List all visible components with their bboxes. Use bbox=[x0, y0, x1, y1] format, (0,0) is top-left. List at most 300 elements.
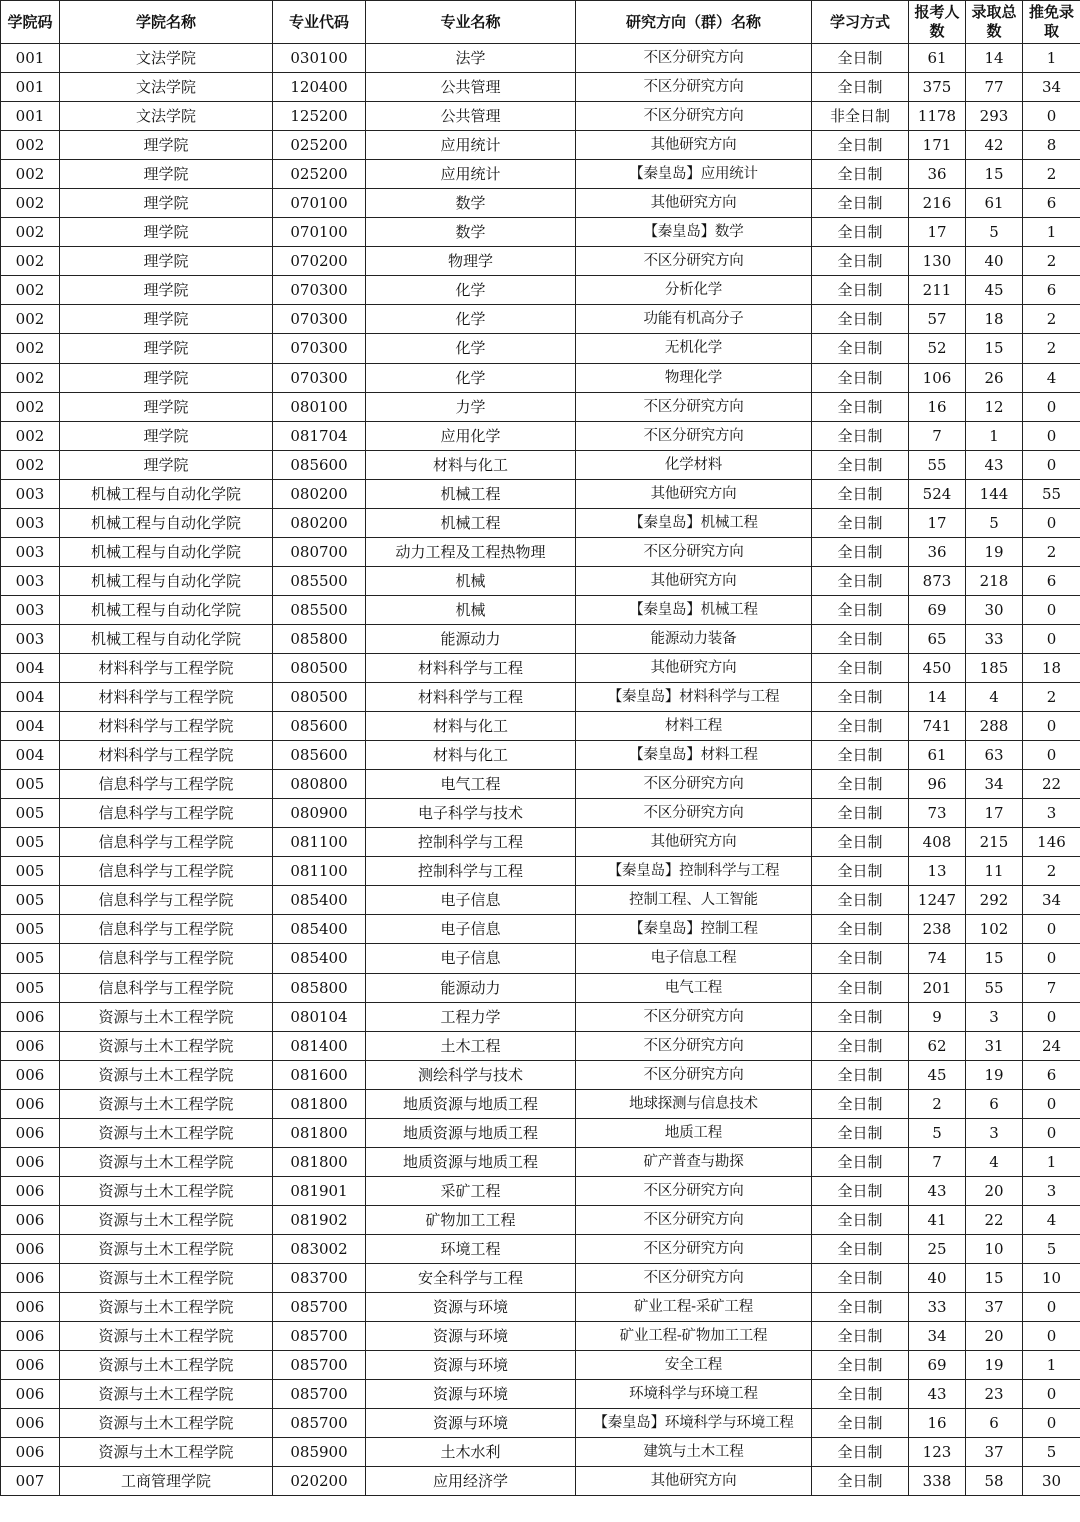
major-code-cell: 085600 bbox=[273, 450, 366, 479]
major-name-cell: 电子信息 bbox=[366, 944, 576, 973]
college-name-cell: 理学院 bbox=[60, 305, 273, 334]
table-row bbox=[1, 450, 1080, 479]
applicants-cell: 96 bbox=[909, 770, 966, 799]
admitted-total-cell: 19 bbox=[966, 1060, 1023, 1089]
admitted-total-cell: 6 bbox=[966, 1089, 1023, 1118]
table-row bbox=[1, 392, 1080, 421]
applicants-cell: 36 bbox=[909, 160, 966, 189]
major-code-cell: 085900 bbox=[273, 1438, 366, 1467]
college-name-cell: 信息科学与工程学院 bbox=[60, 973, 273, 1002]
study-mode-cell: 全日制 bbox=[812, 44, 909, 73]
major-name-cell: 机械 bbox=[366, 566, 576, 595]
college-name-cell: 理学院 bbox=[60, 189, 273, 218]
table-row bbox=[1, 1293, 1080, 1322]
direction-cell: 其他研究方向 bbox=[576, 566, 812, 595]
college-code-cell: 006 bbox=[1, 1293, 60, 1322]
recommended-cell: 146 bbox=[1023, 828, 1080, 857]
major-name-cell: 材料科学与工程 bbox=[366, 653, 576, 682]
applicants-cell: 34 bbox=[909, 1322, 966, 1351]
recommended-cell: 2 bbox=[1023, 334, 1080, 363]
college-name-cell: 材料科学与工程学院 bbox=[60, 683, 273, 712]
college-code-cell: 006 bbox=[1, 1118, 60, 1147]
major-code-cell: 080200 bbox=[273, 508, 366, 537]
college-name-cell: 资源与土木工程学院 bbox=[60, 1322, 273, 1351]
major-name-cell: 力学 bbox=[366, 392, 576, 421]
direction-cell: 不区分研究方向 bbox=[576, 1176, 812, 1205]
admitted-total-cell: 5 bbox=[966, 218, 1023, 247]
table-row bbox=[1, 1234, 1080, 1263]
admitted-total-cell: 37 bbox=[966, 1293, 1023, 1322]
applicants-cell: 43 bbox=[909, 1176, 966, 1205]
college-name-cell: 信息科学与工程学院 bbox=[60, 944, 273, 973]
major-name-cell: 应用统计 bbox=[366, 160, 576, 189]
table-header bbox=[1, 1, 1080, 44]
admitted-total-cell: 292 bbox=[966, 886, 1023, 915]
recommended-cell: 0 bbox=[1023, 102, 1080, 131]
table-row bbox=[1, 1147, 1080, 1176]
applicants-cell: 14 bbox=[909, 683, 966, 712]
table-row bbox=[1, 973, 1080, 1002]
recommended-cell: 3 bbox=[1023, 1176, 1080, 1205]
study-mode-cell: 全日制 bbox=[812, 799, 909, 828]
recommended-cell: 7 bbox=[1023, 973, 1080, 1002]
direction-cell: 【秦皇岛】机械工程 bbox=[576, 508, 812, 537]
study-mode-cell: 全日制 bbox=[812, 131, 909, 160]
college-code-cell: 007 bbox=[1, 1467, 60, 1496]
applicants-cell: 741 bbox=[909, 712, 966, 741]
recommended-cell: 1 bbox=[1023, 1147, 1080, 1176]
direction-cell: 不区分研究方向 bbox=[576, 102, 812, 131]
study-mode-cell: 全日制 bbox=[812, 1409, 909, 1438]
study-mode-cell: 全日制 bbox=[812, 595, 909, 624]
major-code-cell: 070300 bbox=[273, 276, 366, 305]
college-code-cell: 002 bbox=[1, 276, 60, 305]
major-name-cell: 土木工程 bbox=[366, 1031, 576, 1060]
admitted-total-cell: 30 bbox=[966, 595, 1023, 624]
major-name-cell: 电子科学与技术 bbox=[366, 799, 576, 828]
major-name-cell: 公共管理 bbox=[366, 102, 576, 131]
major-name-cell: 矿物加工工程 bbox=[366, 1205, 576, 1234]
table-row bbox=[1, 73, 1080, 102]
college-code-cell: 003 bbox=[1, 566, 60, 595]
table-row bbox=[1, 1089, 1080, 1118]
table-row bbox=[1, 479, 1080, 508]
major-name-cell: 动力工程及工程热物理 bbox=[366, 537, 576, 566]
study-mode-cell: 全日制 bbox=[812, 944, 909, 973]
study-mode-cell: 全日制 bbox=[812, 566, 909, 595]
direction-cell: 矿产普查与勘探 bbox=[576, 1147, 812, 1176]
major-code-cell: 085800 bbox=[273, 624, 366, 653]
college-code-cell: 006 bbox=[1, 1031, 60, 1060]
applicants-cell: 9 bbox=[909, 1002, 966, 1031]
table-row bbox=[1, 1467, 1080, 1496]
college-code-cell: 004 bbox=[1, 712, 60, 741]
study-mode-cell: 全日制 bbox=[812, 857, 909, 886]
applicants-cell: 16 bbox=[909, 392, 966, 421]
direction-cell: 不区分研究方向 bbox=[576, 421, 812, 450]
recommended-cell: 0 bbox=[1023, 450, 1080, 479]
recommended-cell: 0 bbox=[1023, 1293, 1080, 1322]
header-college-name: 学院名称 bbox=[60, 1, 273, 44]
college-name-cell: 信息科学与工程学院 bbox=[60, 828, 273, 857]
admitted-total-cell: 14 bbox=[966, 44, 1023, 73]
college-code-cell: 006 bbox=[1, 1351, 60, 1380]
study-mode-cell: 全日制 bbox=[812, 73, 909, 102]
major-code-cell: 085500 bbox=[273, 566, 366, 595]
admitted-total-cell: 33 bbox=[966, 624, 1023, 653]
college-code-cell: 003 bbox=[1, 595, 60, 624]
admitted-total-cell: 19 bbox=[966, 1351, 1023, 1380]
college-name-cell: 文法学院 bbox=[60, 44, 273, 73]
college-code-cell: 003 bbox=[1, 624, 60, 653]
college-code-cell: 003 bbox=[1, 508, 60, 537]
direction-cell: 其他研究方向 bbox=[576, 653, 812, 682]
recommended-cell: 0 bbox=[1023, 915, 1080, 944]
college-name-cell: 资源与土木工程学院 bbox=[60, 1002, 273, 1031]
college-name-cell: 机械工程与自动化学院 bbox=[60, 624, 273, 653]
direction-cell: 地质工程 bbox=[576, 1118, 812, 1147]
college-code-cell: 004 bbox=[1, 683, 60, 712]
recommended-cell: 0 bbox=[1023, 1118, 1080, 1147]
major-code-cell: 081902 bbox=[273, 1205, 366, 1234]
college-name-cell: 材料科学与工程学院 bbox=[60, 741, 273, 770]
recommended-cell: 2 bbox=[1023, 160, 1080, 189]
table-row bbox=[1, 828, 1080, 857]
admitted-total-cell: 4 bbox=[966, 683, 1023, 712]
college-code-cell: 002 bbox=[1, 131, 60, 160]
admitted-total-cell: 31 bbox=[966, 1031, 1023, 1060]
major-code-cell: 085700 bbox=[273, 1380, 366, 1409]
table-row bbox=[1, 160, 1080, 189]
direction-cell: 地球探测与信息技术 bbox=[576, 1089, 812, 1118]
major-name-cell: 控制科学与工程 bbox=[366, 857, 576, 886]
direction-cell: 不区分研究方向 bbox=[576, 1234, 812, 1263]
applicants-cell: 55 bbox=[909, 450, 966, 479]
applicants-cell: 408 bbox=[909, 828, 966, 857]
table-row bbox=[1, 421, 1080, 450]
study-mode-cell: 全日制 bbox=[812, 1380, 909, 1409]
college-code-cell: 005 bbox=[1, 944, 60, 973]
major-code-cell: 085400 bbox=[273, 944, 366, 973]
applicants-cell: 65 bbox=[909, 624, 966, 653]
college-name-cell: 理学院 bbox=[60, 334, 273, 363]
major-code-cell: 085500 bbox=[273, 595, 366, 624]
admitted-total-cell: 144 bbox=[966, 479, 1023, 508]
major-name-cell: 资源与环境 bbox=[366, 1322, 576, 1351]
applicants-cell: 43 bbox=[909, 1380, 966, 1409]
major-name-cell: 材料与化工 bbox=[366, 712, 576, 741]
table-row bbox=[1, 944, 1080, 973]
table-row bbox=[1, 508, 1080, 537]
major-code-cell: 080100 bbox=[273, 392, 366, 421]
major-code-cell: 081704 bbox=[273, 421, 366, 450]
admitted-total-cell: 22 bbox=[966, 1205, 1023, 1234]
major-code-cell: 070100 bbox=[273, 218, 366, 247]
table-row bbox=[1, 857, 1080, 886]
recommended-cell: 0 bbox=[1023, 508, 1080, 537]
major-name-cell: 化学 bbox=[366, 334, 576, 363]
recommended-cell: 6 bbox=[1023, 566, 1080, 595]
table-row bbox=[1, 886, 1080, 915]
study-mode-cell: 全日制 bbox=[812, 653, 909, 682]
study-mode-cell: 全日制 bbox=[812, 334, 909, 363]
applicants-cell: 5 bbox=[909, 1118, 966, 1147]
college-name-cell: 机械工程与自动化学院 bbox=[60, 508, 273, 537]
recommended-cell: 2 bbox=[1023, 537, 1080, 566]
major-code-cell: 025200 bbox=[273, 160, 366, 189]
admitted-total-cell: 293 bbox=[966, 102, 1023, 131]
admitted-total-cell: 11 bbox=[966, 857, 1023, 886]
recommended-cell: 0 bbox=[1023, 1322, 1080, 1351]
college-code-cell: 006 bbox=[1, 1263, 60, 1292]
admitted-total-cell: 55 bbox=[966, 973, 1023, 1002]
admitted-total-cell: 215 bbox=[966, 828, 1023, 857]
study-mode-cell: 全日制 bbox=[812, 508, 909, 537]
major-code-cell: 080800 bbox=[273, 770, 366, 799]
table-row bbox=[1, 1438, 1080, 1467]
college-name-cell: 理学院 bbox=[60, 421, 273, 450]
study-mode-cell: 全日制 bbox=[812, 915, 909, 944]
college-code-cell: 004 bbox=[1, 653, 60, 682]
direction-cell: 【秦皇岛】机械工程 bbox=[576, 595, 812, 624]
applicants-cell: 41 bbox=[909, 1205, 966, 1234]
admitted-total-cell: 6 bbox=[966, 1409, 1023, 1438]
major-name-cell: 机械工程 bbox=[366, 479, 576, 508]
major-name-cell: 安全科学与工程 bbox=[366, 1263, 576, 1292]
applicants-cell: 130 bbox=[909, 247, 966, 276]
admitted-total-cell: 45 bbox=[966, 276, 1023, 305]
table-row bbox=[1, 1176, 1080, 1205]
table-row bbox=[1, 305, 1080, 334]
recommended-cell: 55 bbox=[1023, 479, 1080, 508]
recommended-cell: 6 bbox=[1023, 276, 1080, 305]
college-name-cell: 理学院 bbox=[60, 363, 273, 392]
major-code-cell: 085600 bbox=[273, 741, 366, 770]
college-name-cell: 资源与土木工程学院 bbox=[60, 1234, 273, 1263]
applicants-cell: 69 bbox=[909, 1351, 966, 1380]
recommended-cell: 3 bbox=[1023, 799, 1080, 828]
applicants-cell: 40 bbox=[909, 1263, 966, 1292]
direction-cell: 其他研究方向 bbox=[576, 479, 812, 508]
admitted-total-cell: 3 bbox=[966, 1002, 1023, 1031]
major-name-cell: 环境工程 bbox=[366, 1234, 576, 1263]
major-code-cell: 081800 bbox=[273, 1147, 366, 1176]
header-major-name: 专业名称 bbox=[366, 1, 576, 44]
table-row bbox=[1, 537, 1080, 566]
college-code-cell: 002 bbox=[1, 363, 60, 392]
major-name-cell: 土木水利 bbox=[366, 1438, 576, 1467]
recommended-cell: 1 bbox=[1023, 44, 1080, 73]
major-name-cell: 应用经济学 bbox=[366, 1467, 576, 1496]
table-row bbox=[1, 334, 1080, 363]
table-row bbox=[1, 44, 1080, 73]
college-code-cell: 001 bbox=[1, 44, 60, 73]
major-name-cell: 应用化学 bbox=[366, 421, 576, 450]
recommended-cell: 6 bbox=[1023, 1060, 1080, 1089]
recommended-cell: 0 bbox=[1023, 1089, 1080, 1118]
admitted-total-cell: 77 bbox=[966, 73, 1023, 102]
major-code-cell: 030100 bbox=[273, 44, 366, 73]
direction-cell: 电子信息工程 bbox=[576, 944, 812, 973]
admitted-total-cell: 12 bbox=[966, 392, 1023, 421]
college-code-cell: 006 bbox=[1, 1438, 60, 1467]
direction-cell: 【秦皇岛】材料科学与工程 bbox=[576, 683, 812, 712]
major-name-cell: 化学 bbox=[366, 276, 576, 305]
applicants-cell: 338 bbox=[909, 1467, 966, 1496]
college-code-cell: 006 bbox=[1, 1409, 60, 1438]
major-code-cell: 085700 bbox=[273, 1293, 366, 1322]
direction-cell: 不区分研究方向 bbox=[576, 537, 812, 566]
admitted-total-cell: 15 bbox=[966, 334, 1023, 363]
recommended-cell: 0 bbox=[1023, 624, 1080, 653]
direction-cell: 功能有机高分子 bbox=[576, 305, 812, 334]
direction-cell: 不区分研究方向 bbox=[576, 392, 812, 421]
major-code-cell: 081600 bbox=[273, 1060, 366, 1089]
college-name-cell: 资源与土木工程学院 bbox=[60, 1351, 273, 1380]
admitted-total-cell: 42 bbox=[966, 131, 1023, 160]
college-name-cell: 信息科学与工程学院 bbox=[60, 915, 273, 944]
table-row bbox=[1, 276, 1080, 305]
major-name-cell: 材料科学与工程 bbox=[366, 683, 576, 712]
applicants-cell: 524 bbox=[909, 479, 966, 508]
table-row bbox=[1, 741, 1080, 770]
major-code-cell: 085700 bbox=[273, 1351, 366, 1380]
direction-cell: 不区分研究方向 bbox=[576, 247, 812, 276]
table-row bbox=[1, 770, 1080, 799]
applicants-cell: 238 bbox=[909, 915, 966, 944]
study-mode-cell: 全日制 bbox=[812, 537, 909, 566]
direction-cell: 能源动力装备 bbox=[576, 624, 812, 653]
recommended-cell: 4 bbox=[1023, 1205, 1080, 1234]
major-name-cell: 数学 bbox=[366, 218, 576, 247]
applicants-cell: 62 bbox=[909, 1031, 966, 1060]
table-row bbox=[1, 1263, 1080, 1292]
direction-cell: 材料工程 bbox=[576, 712, 812, 741]
applicants-cell: 106 bbox=[909, 363, 966, 392]
direction-cell: 不区分研究方向 bbox=[576, 1060, 812, 1089]
header-applicants: 报考人数 bbox=[909, 1, 966, 44]
major-code-cell: 070300 bbox=[273, 305, 366, 334]
recommended-cell: 22 bbox=[1023, 770, 1080, 799]
major-name-cell: 材料与化工 bbox=[366, 741, 576, 770]
table-row bbox=[1, 363, 1080, 392]
applicants-cell: 45 bbox=[909, 1060, 966, 1089]
major-code-cell: 085700 bbox=[273, 1322, 366, 1351]
major-name-cell: 法学 bbox=[366, 44, 576, 73]
recommended-cell: 0 bbox=[1023, 944, 1080, 973]
recommended-cell: 0 bbox=[1023, 712, 1080, 741]
study-mode-cell: 全日制 bbox=[812, 1438, 909, 1467]
study-mode-cell: 全日制 bbox=[812, 1002, 909, 1031]
admitted-total-cell: 218 bbox=[966, 566, 1023, 595]
applicants-cell: 16 bbox=[909, 1409, 966, 1438]
table-row bbox=[1, 712, 1080, 741]
recommended-cell: 0 bbox=[1023, 421, 1080, 450]
major-code-cell: 081400 bbox=[273, 1031, 366, 1060]
study-mode-cell: 全日制 bbox=[812, 160, 909, 189]
college-code-cell: 003 bbox=[1, 537, 60, 566]
recommended-cell: 6 bbox=[1023, 189, 1080, 218]
major-name-cell: 工程力学 bbox=[366, 1002, 576, 1031]
admitted-total-cell: 102 bbox=[966, 915, 1023, 944]
major-name-cell: 电子信息 bbox=[366, 886, 576, 915]
admitted-total-cell: 4 bbox=[966, 1147, 1023, 1176]
admitted-total-cell: 61 bbox=[966, 189, 1023, 218]
college-name-cell: 材料科学与工程学院 bbox=[60, 712, 273, 741]
applicants-cell: 7 bbox=[909, 1147, 966, 1176]
college-name-cell: 信息科学与工程学院 bbox=[60, 799, 273, 828]
table-row bbox=[1, 1031, 1080, 1060]
direction-cell: 化学材料 bbox=[576, 450, 812, 479]
college-code-cell: 005 bbox=[1, 770, 60, 799]
major-code-cell: 025200 bbox=[273, 131, 366, 160]
college-name-cell: 资源与土木工程学院 bbox=[60, 1118, 273, 1147]
college-code-cell: 001 bbox=[1, 73, 60, 102]
major-code-cell: 081901 bbox=[273, 1176, 366, 1205]
study-mode-cell: 全日制 bbox=[812, 1031, 909, 1060]
table-row bbox=[1, 624, 1080, 653]
recommended-cell: 0 bbox=[1023, 741, 1080, 770]
college-name-cell: 文法学院 bbox=[60, 102, 273, 131]
direction-cell: 矿业工程-采矿工程 bbox=[576, 1293, 812, 1322]
admitted-total-cell: 34 bbox=[966, 770, 1023, 799]
study-mode-cell: 全日制 bbox=[812, 1351, 909, 1380]
college-code-cell: 002 bbox=[1, 392, 60, 421]
major-code-cell: 081800 bbox=[273, 1089, 366, 1118]
recommended-cell: 34 bbox=[1023, 886, 1080, 915]
college-code-cell: 002 bbox=[1, 189, 60, 218]
study-mode-cell: 全日制 bbox=[812, 1118, 909, 1147]
college-code-cell: 002 bbox=[1, 421, 60, 450]
college-code-cell: 006 bbox=[1, 1234, 60, 1263]
direction-cell: 不区分研究方向 bbox=[576, 1205, 812, 1234]
major-code-cell: 070300 bbox=[273, 334, 366, 363]
direction-cell: 【秦皇岛】应用统计 bbox=[576, 160, 812, 189]
table-row bbox=[1, 595, 1080, 624]
study-mode-cell: 全日制 bbox=[812, 1322, 909, 1351]
college-name-cell: 理学院 bbox=[60, 392, 273, 421]
major-name-cell: 电子信息 bbox=[366, 915, 576, 944]
applicants-cell: 201 bbox=[909, 973, 966, 1002]
college-code-cell: 006 bbox=[1, 1060, 60, 1089]
header-recommended: 推免录取 bbox=[1023, 1, 1080, 44]
direction-cell: 【秦皇岛】材料工程 bbox=[576, 741, 812, 770]
major-name-cell: 机械 bbox=[366, 595, 576, 624]
direction-cell: 【秦皇岛】控制科学与工程 bbox=[576, 857, 812, 886]
study-mode-cell: 全日制 bbox=[812, 421, 909, 450]
admitted-total-cell: 15 bbox=[966, 160, 1023, 189]
college-name-cell: 资源与土木工程学院 bbox=[60, 1147, 273, 1176]
major-name-cell: 数学 bbox=[366, 189, 576, 218]
college-name-cell: 资源与土木工程学院 bbox=[60, 1380, 273, 1409]
college-code-cell: 006 bbox=[1, 1322, 60, 1351]
direction-cell: 其他研究方向 bbox=[576, 131, 812, 160]
recommended-cell: 10 bbox=[1023, 1263, 1080, 1292]
college-name-cell: 材料科学与工程学院 bbox=[60, 653, 273, 682]
applicants-cell: 1247 bbox=[909, 886, 966, 915]
applicants-cell: 17 bbox=[909, 218, 966, 247]
direction-cell: 【秦皇岛】数学 bbox=[576, 218, 812, 247]
admitted-total-cell: 37 bbox=[966, 1438, 1023, 1467]
college-name-cell: 资源与土木工程学院 bbox=[60, 1205, 273, 1234]
major-code-cell: 083700 bbox=[273, 1263, 366, 1292]
study-mode-cell: 全日制 bbox=[812, 1060, 909, 1089]
direction-cell: 【秦皇岛】控制工程 bbox=[576, 915, 812, 944]
study-mode-cell: 非全日制 bbox=[812, 102, 909, 131]
major-code-cell: 080104 bbox=[273, 1002, 366, 1031]
study-mode-cell: 全日制 bbox=[812, 1467, 909, 1496]
college-code-cell: 005 bbox=[1, 828, 60, 857]
